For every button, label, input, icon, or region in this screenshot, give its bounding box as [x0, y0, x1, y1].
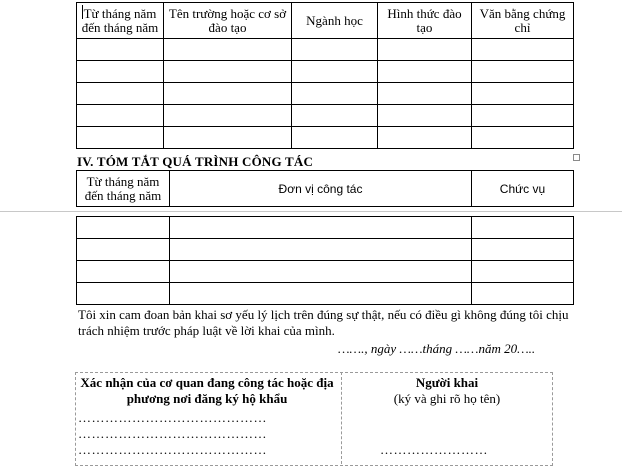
- table-cell[interactable]: [472, 39, 574, 61]
- table-row: [77, 217, 574, 239]
- table-row: [77, 105, 574, 127]
- work-history-table: [76, 216, 574, 305]
- table-cell[interactable]: [472, 61, 574, 83]
- table-cell[interactable]: [472, 217, 574, 239]
- table-cell[interactable]: [292, 105, 378, 127]
- table-row: [77, 127, 574, 149]
- table-cell[interactable]: [77, 83, 164, 105]
- confirmation-dots: ……………………………………: [78, 426, 267, 441]
- work-history-header-table: [76, 170, 574, 207]
- signature-divider: [341, 372, 342, 464]
- table-row: [77, 61, 574, 83]
- signer-dots: ……………………: [380, 442, 488, 457]
- table-cell[interactable]: [164, 39, 292, 61]
- table-row: [77, 83, 574, 105]
- table-cell[interactable]: [77, 283, 170, 305]
- table-cell[interactable]: [77, 105, 164, 127]
- table-cell[interactable]: [378, 83, 472, 105]
- table-row: [77, 283, 574, 305]
- confirmation-dots: ……………………………………: [78, 410, 267, 425]
- table-cell[interactable]: [378, 39, 472, 61]
- table-cell[interactable]: [77, 39, 164, 61]
- table-cell[interactable]: [472, 261, 574, 283]
- table-cell[interactable]: [164, 127, 292, 149]
- confirmation-dots: ……………………………………: [78, 442, 267, 457]
- table-cell[interactable]: [472, 127, 574, 149]
- table-cell[interactable]: [77, 239, 170, 261]
- confirmation-title: Xác nhận của cơ quan đang công tác hoặc địa phương nơi đăng ký hộ khẩu: [80, 375, 334, 406]
- header-cell: Chức vụ: [472, 171, 574, 207]
- table-cell[interactable]: [472, 83, 574, 105]
- date-line: ……., ngày ……tháng ……năm 20…..: [338, 341, 536, 356]
- text-cursor: [82, 5, 83, 19]
- table-row: [77, 261, 574, 283]
- table-cell[interactable]: [378, 127, 472, 149]
- header-cell: Hình thức đào tạo: [378, 3, 472, 39]
- table-cell[interactable]: [170, 239, 472, 261]
- table-cell[interactable]: [472, 283, 574, 305]
- table-cell[interactable]: [77, 261, 170, 283]
- table-cell[interactable]: [378, 61, 472, 83]
- header-cell: Ngành học: [292, 3, 378, 39]
- table-row: [77, 239, 574, 261]
- table-cell[interactable]: [170, 217, 472, 239]
- signer-title: Người khai: [415, 375, 479, 390]
- table-cell[interactable]: [292, 127, 378, 149]
- table-cell[interactable]: [77, 127, 164, 149]
- table-cell[interactable]: [164, 83, 292, 105]
- header-cell: Đơn vị công tác: [170, 171, 472, 207]
- table-cell[interactable]: [472, 239, 574, 261]
- header-cell: Từ tháng năm đến tháng năm: [77, 171, 170, 207]
- table-cell[interactable]: [170, 261, 472, 283]
- table-header-row: [77, 171, 574, 207]
- declaration-text: Tôi xin cam đoan bản khai sơ yếu lý lịch trên đúng sự thật, nếu có điều gì không đúng tôi chịu trách nhiệm trước pháp luật về lời khai của mình.: [78, 307, 569, 338]
- education-table: [76, 2, 574, 149]
- header-cell: Văn bằng chứng chỉ: [472, 3, 574, 39]
- table-cell[interactable]: [378, 105, 472, 127]
- header-cell: Tên trường hoặc cơ sở đào tạo: [164, 3, 292, 39]
- table-cell[interactable]: [292, 39, 378, 61]
- signer-hint: (ký và ghi rõ họ tên): [393, 391, 501, 406]
- table-cell[interactable]: [164, 105, 292, 127]
- table-header-row: [77, 3, 574, 39]
- page-break: [0, 211, 622, 212]
- section-title: IV. TÓM TẮT QUÁ TRÌNH CÔNG TÁC: [77, 154, 314, 169]
- table-cell[interactable]: [164, 61, 292, 83]
- table-row: [77, 39, 574, 61]
- table-cell[interactable]: [292, 61, 378, 83]
- table-cell[interactable]: [292, 83, 378, 105]
- table-cell[interactable]: [77, 61, 164, 83]
- table-cell[interactable]: [77, 217, 170, 239]
- table-resize-handle[interactable]: [573, 154, 580, 161]
- table-cell[interactable]: [472, 105, 574, 127]
- table-cell[interactable]: [170, 283, 472, 305]
- header-cell: Từ tháng năm đến tháng năm: [77, 3, 164, 39]
